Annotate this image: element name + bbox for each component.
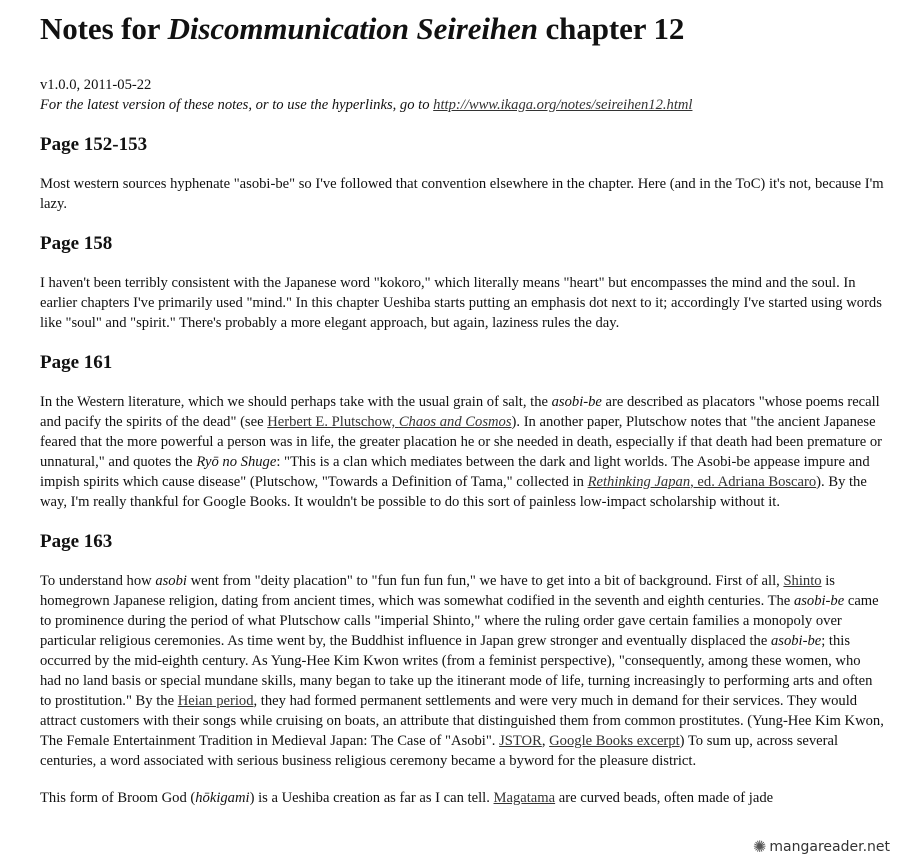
section-paragraph: Most western sources hyphenate "asobi-be" so I've followed that convention elsewhere in the chapter. Here (and in the ToC) it's not, because I'm lazy. [40, 176, 884, 212]
page-title [40, 0, 885, 47]
link-text-italic: Chaos and Cosmos [398, 414, 512, 430]
magatama-link[interactable]: Magatama [493, 790, 556, 806]
site-watermark [750, 836, 893, 857]
title-work: Discommunication Seireihen [167, 11, 538, 46]
latest-version-note [40, 95, 885, 115]
text-run: ). By the way, I'm really thankful for Google Books. It wouldn't be possible to do this sort of painless low-impact scholarship without it. [40, 474, 867, 510]
text-run: is homegrown Japanese religion, dating from ancient times, which was somewhat codified in the seventh and eighth centuries. The [40, 573, 835, 609]
section-page-163 [40, 530, 885, 808]
section-page-158 [40, 232, 885, 333]
link-text: Herbert E. Plutschow, [267, 414, 399, 430]
version-info [40, 75, 885, 115]
plutschow-chaos-cosmos-link[interactable] [267, 414, 511, 430]
emphasis: hōkigami [195, 790, 250, 806]
text-run: are described as placators "whose poems recall and pacify the spirits of the dead" (see [40, 394, 880, 430]
notes-url-link[interactable]: http://www.ikaga.org/notes/seireihen12.html [433, 97, 693, 113]
text-run: In the Western literature, which we should perhaps take with the usual grain of salt, the [40, 394, 552, 410]
watermark-text: mangareader.net [769, 838, 890, 855]
text-run: To understand how [40, 573, 156, 589]
title-suffix: chapter 12 [537, 11, 685, 46]
jstor-link[interactable]: JSTOR [499, 733, 542, 749]
shinto-link[interactable]: Shinto [783, 573, 822, 589]
section-heading: Page 161 [40, 352, 113, 373]
latest-version-text: For the latest version of these notes, or to use the hyperlinks, go to [40, 97, 434, 113]
text-run: , [541, 733, 550, 749]
section-heading: Page 163 [40, 531, 113, 552]
google-books-excerpt-link[interactable]: Google Books excerpt [549, 733, 680, 749]
rethinking-japan-link[interactable] [588, 474, 817, 490]
text-run: ). In another paper, Plutschow notes that "the ancient Japanese feared that the more powerful a person was in life, the greater placation he or she needed in death, especially if that death had been premature or unnatural," and quotes the [40, 414, 883, 470]
section-heading: Page 152-153 [40, 134, 148, 155]
text-run: ) is a Ueshiba creation as far as I can tell. [249, 790, 494, 806]
emphasis: asobi-be [793, 593, 845, 609]
section-paragraph: I haven't been terribly consistent with the Japanese word "kokoro," which literally means "heart" but encompasses the mind and the soul. In earlier chapters I've primarily used "mind." In this chapter Ueshiba starts putting an emphasis dot next to it; accordingly I've started using words like "soul" and "spirit." There's probably a more elegant approach, but again, laziness rules the day. [40, 275, 882, 331]
title-prefix: Notes for [40, 11, 168, 46]
section-page-152-153 [40, 133, 885, 214]
text-run: are curved beads, often made of jade [555, 790, 774, 806]
link-text-italic: Rethinking Japan [587, 474, 691, 490]
section-paragraph [40, 788, 885, 808]
emphasis: asobi-be [770, 633, 822, 649]
text-run: , they had formed permanent settlements and were very much in demand for their services. They would attract customers with their songs while cruising on boats, an attribute that distinguished them from common prostitutes. (Yung-Hee Kim Kwon, The Female Entertainment Tradition in Medieval Japan: The Case of "Asobi". [40, 693, 884, 749]
text-run: This form of Broom God ( [40, 790, 196, 806]
text-run: went from "deity placation" to "fun fun fun fun," we have to get into a bit of background. First of all, [186, 573, 784, 589]
m-logo-icon: ✺ [753, 837, 767, 856]
notes-page [40, 0, 885, 808]
text-run: ; this occurred by the mid-eighth century. As Yung-Hee Kim Kwon writes (from a feminist perspective), "consequently, among these women, who had no land basis or special mundane skills, many began to take up the itinerant mode of life, turning increasingly to performing arts and often to prostitution." By the [40, 633, 873, 709]
text-run: : "This is a clan which mediates between the dark and light worlds. The Asobi-be appease impure and impish spirits which cause disease" (Plutschow, "Towards a Definition of Tama," collected in [40, 454, 870, 490]
text-run: came to prominence during the period of what Plutschow calls "imperial Shinto," where the ruling order gave certain families a monopoly over particular religious ceremonies. As time went by, the Buddhist influence in Japan grew stronger and eventually displaced the [40, 593, 879, 649]
version-line: v1.0.0, 2011-05-22 [40, 77, 152, 93]
section-page-161 [40, 351, 885, 512]
heian-period-link[interactable]: Heian period [177, 693, 254, 709]
emphasis: asobi [155, 573, 187, 589]
text-run: ) To sum up, across several centuries, a word associated with serious business religious ceremony became a byword for the pleasure district. [40, 733, 839, 769]
section-paragraph [40, 571, 885, 771]
emphasis: Ryō no Shuge [196, 454, 277, 470]
section-paragraph [40, 392, 885, 512]
emphasis: asobi-be [551, 394, 602, 410]
section-heading: Page 158 [40, 233, 113, 254]
link-text: , ed. Adriana Boscaro [690, 474, 817, 490]
